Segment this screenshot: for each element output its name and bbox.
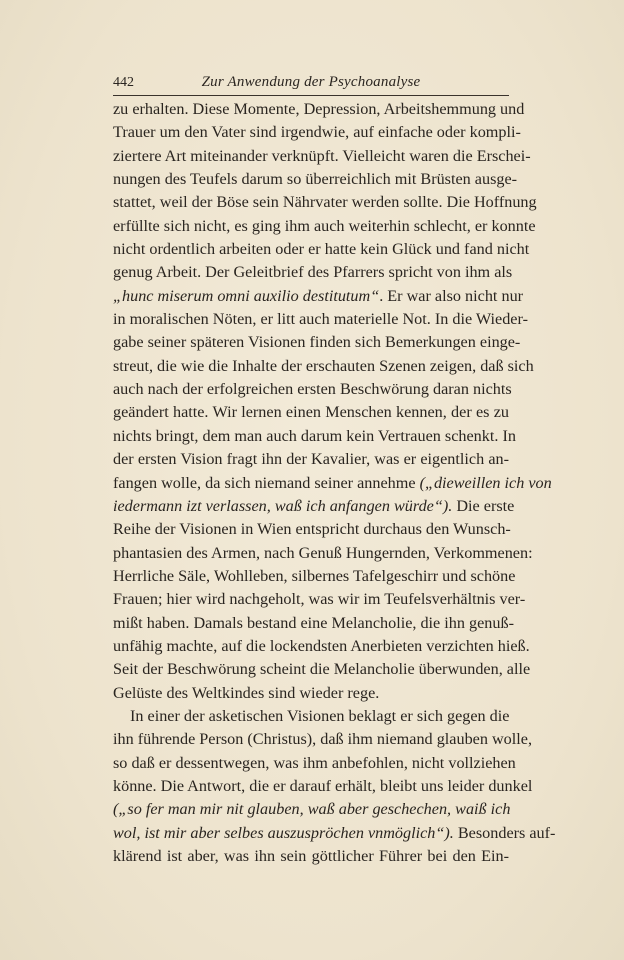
italic-quotation: „hunc miserum omni auxilio destitutum“ [113,286,380,305]
text-segment: phantasien des Armen, nach Genuß Hungernden, Verkommenen: [113,543,533,562]
text-segment: gabe seiner späteren Visionen finden sich Bemerkungen einge- [113,333,521,352]
text-segment: ihn führende Person (Christus), daß ihm niemand glauben wolle, [113,730,532,749]
running-head [113,73,509,96]
text-segment: geändert hatte. Wir lernen einen Menschen kennen, der es zu [113,403,509,422]
italic-quotation: iedermann izt verlassen, waß ich anfangen würde“). [113,496,453,515]
text-line [113,308,528,331]
text-segment: In einer der asketischen Visionen beklagt er sich gegen die [130,706,510,725]
text-segment: zu erhalten. Diese Momente, Depression, Arbeitshemmung und [113,100,525,118]
text-line [113,425,516,448]
text-line [113,472,552,495]
text-segment: klärend ist aber, was ihn sein göttlicher Führer bei den Ein- [113,847,509,865]
text-segment: Herrliche Säle, Wohlleben, silbernes Tafelgeschirr und schöne [113,566,516,585]
text-line [113,682,509,705]
running-title: Zur Anwendung der Psychoanalyse [201,74,421,90]
text-segment: so daß er dessentwegen, was ihm anbefohlen, nicht vollziehen [113,753,516,772]
text-line [113,168,518,191]
text-line [113,728,532,751]
text-segment: Seit der Beschwörung scheint die Melancholie überwunden, alle [113,660,531,679]
text-segment: Trauer um den Vater sind irgendwie, auf einfache oder kompli- [113,123,521,142]
text-line [113,635,530,658]
text-line [113,588,526,611]
text-line [113,215,536,238]
italic-quotation: („so fer man mir nit glauben, waß aber geschechen, waiß ich [113,800,511,819]
text-line [113,98,525,121]
text-segment: fangen wolle, da sich niemand seiner annehme [113,473,420,492]
text-segment: . Er war also nicht nur [379,286,524,305]
text-segment: unfähig machte, auf die lockendsten Anerbieten verzichten hieß. [113,636,530,655]
text-line [113,145,531,168]
text-segment: Besonders auf- [453,823,556,842]
text-segment: auch nach der erfolgreichen ersten Beschwörung daran nichts [113,380,512,399]
text-line [113,331,521,354]
text-line [113,495,515,518]
text-line [113,238,530,261]
text-segment: Reihe der Visionen in Wien entspricht durchaus den Wunsch- [113,520,511,539]
text-line [113,845,509,868]
text-segment: nichts bringt, dem man auch darum kein Vertrauen schenkt. In [113,426,516,445]
text-line [113,121,521,144]
text-segment: ziertere Art miteinander verknüpft. Vielleicht waren die Erschei- [113,146,531,165]
text-segment: nungen des Teufels darum so überreichlich mit Brüsten ausge- [113,170,518,189]
body-text [113,98,556,868]
text-segment: der ersten Vision fragt ihn der Kavalier, was er eigentlich an- [113,450,509,469]
text-line [113,542,533,565]
text-segment: Frauen; hier wird nachgeholt, was wir im Teufelsverhältnis ver- [113,590,526,609]
text-segment: streut, die wie die Inhalte der erschauten Szenen zeigen, daß sich [113,356,534,375]
text-line [113,355,534,378]
text-line [113,285,524,308]
text-segment: Die erste [452,496,515,515]
text-line [113,775,533,798]
text-line [113,448,509,471]
text-line [113,658,531,681]
text-line [113,518,509,541]
text-segment: genug Arbeit. Der Geleitbrief des Pfarrers spricht von ihm als [113,263,513,282]
italic-quotation: wol, ist mir aber selbes auszuspröchen vnmöglich“). [113,823,454,842]
text-segment: könne. Die Antwort, die er darauf erhält, bleibt uns leider dunkel [113,776,533,795]
text-segment: in moralischen Nöten, er litt auch materielle Not. In die Wieder- [113,310,528,329]
page-number: 442 [113,75,134,90]
text-line [113,822,556,845]
text-segment: stattet, weil der Böse sein Nährvater werden sollte. Die Hoffnung [113,193,537,212]
text-line [113,752,516,775]
text-line [113,798,509,821]
text-segment: mißt haben. Damals bestand eine Melancholie, die ihn genuß- [113,613,514,632]
text-line [113,191,537,214]
text-line [113,261,513,284]
text-line [113,565,516,588]
italic-quotation: („dieweillen ich von [419,473,552,492]
text-line [113,401,509,424]
text-segment: nicht ordentlich arbeiten oder er hatte kein Glück und fand nicht [113,240,530,259]
text-line [113,378,512,401]
text-line [113,612,514,635]
text-line [113,705,509,728]
text-segment: erfüllte sich nicht, es ging ihm auch weiterhin schlecht, er konnte [113,216,536,235]
text-segment: Gelüste des Weltkindes sind wieder rege. [113,683,380,702]
